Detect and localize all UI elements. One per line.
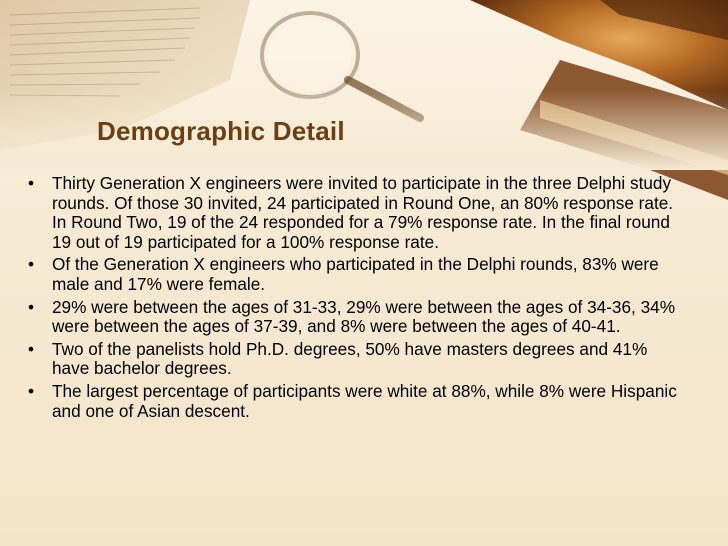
bullet-glyph: •: [28, 380, 35, 401]
bullet-glyph: •: [28, 173, 35, 193]
bullet-item: [28, 382, 688, 421]
bullet-item: [28, 174, 688, 252]
bullet-item: [28, 298, 688, 337]
bullet-text: The largest percentage of participants were white at 88%, while 8% were Hispanic and one of Asian descent.: [52, 380, 677, 421]
bullet-item: [28, 255, 688, 294]
bullet-text: Two of the panelists hold Ph.D. degrees, 50% have masters degrees and 41% have bachelor degrees.: [52, 338, 648, 379]
bullet-glyph: •: [28, 296, 35, 317]
bullet-glyph: •: [28, 254, 35, 275]
bullet-text: Thirty Generation X engineers were invited to participate in the three Delphi study rounds. Of those 30 invited, 24 participated in Round One, an 80% response rate. In Round Two, 19 of the 24 responded for a 79% response rate. In the final round 19 out of 19 participated for a 100% response rate.: [52, 173, 674, 252]
bullet-list: [28, 174, 688, 424]
bullet-item: [28, 340, 688, 379]
bullet-text: 29% were between the ages of 31-33, 29% were between the ages of 34-36, 34% were between the ages of 37-39, and 8% were between the ages of 40-41.: [52, 296, 675, 337]
bullet-text: Of the Generation X engineers who participated in the Delphi rounds, 83% were male and 17% were female.: [52, 254, 659, 294]
bullet-glyph: •: [28, 338, 35, 359]
slide-title: Demographic Detail: [97, 116, 345, 146]
